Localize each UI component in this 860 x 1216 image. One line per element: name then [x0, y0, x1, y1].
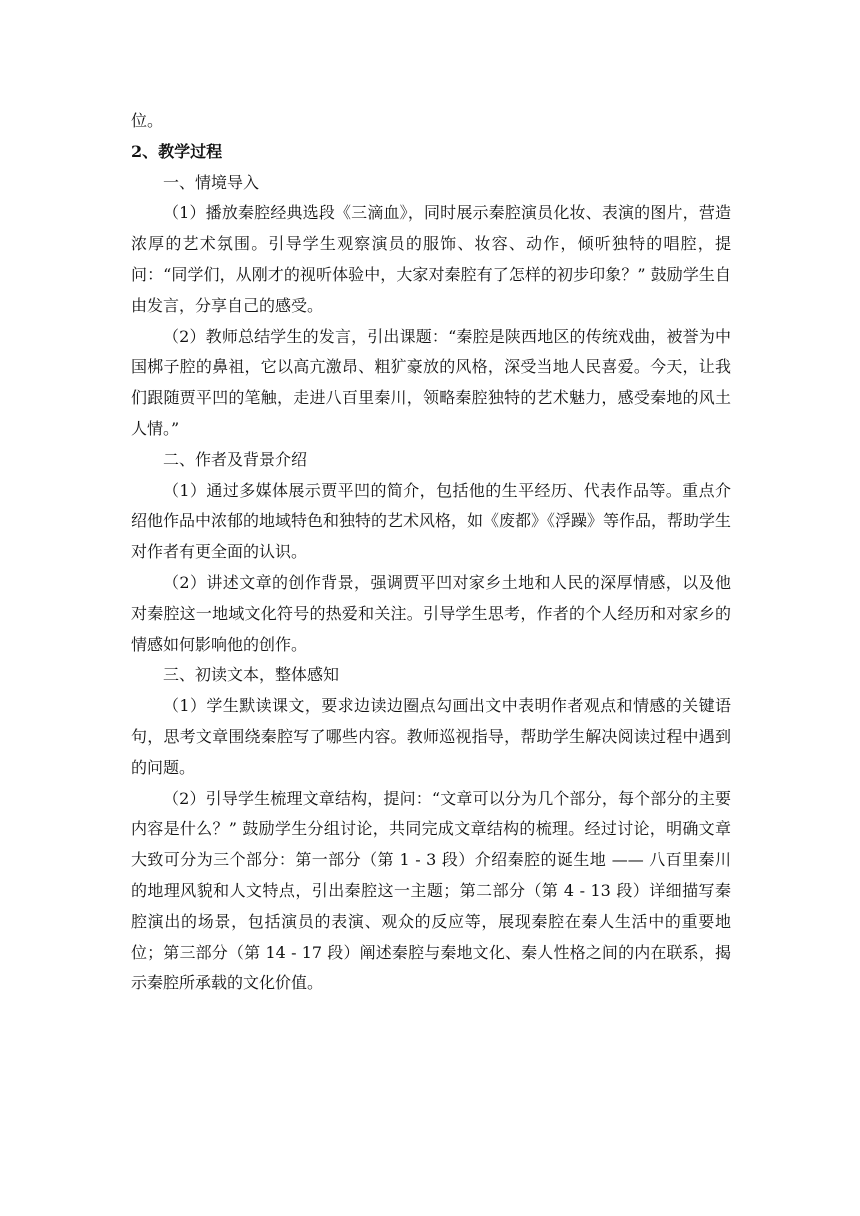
paragraph: （2）讲述文章的创作背景，强调贾平凹对家乡土地和人民的深厚情感，以及他对秦腔这一地域文化符号的热爱和关注。引导学生思考，作者的个人经历和对家乡的情感如何影响他的创作。 [131, 572, 731, 654]
section-heading-teaching-process: 2、教学过程 [131, 141, 223, 161]
subheading-author-background: 二、作者及背景介绍 [163, 449, 308, 469]
subheading-situation-intro: 一、情境导入 [163, 172, 260, 192]
paragraph: （1）播放秦腔经典选段《三滴血》，同时展示秦腔演员化妆、表演的图片，营造浓厚的艺术氛围。引导学生观察演员的服饰、妆容、动作，倾听独特的唱腔，提问：“同学们，从刚才的视听体验中，大家对秦腔有了怎样的初步印象？” 鼓励学生自由发言，分享自己的感受。 [131, 203, 731, 315]
paragraph: （2）引导学生梳理文章结构，提问：“文章可以分为几个部分，每个部分的主要内容是什么？” 鼓励学生分组讨论，共同完成文章结构的梳理。经过讨论，明确文章大致可分为三个部分：第一部分（第 1 - 3 段）介绍秦腔的诞生地 —— 八百里秦川的地理风貌和人文特点，引出秦腔这一主题；第二部分（第 4 - 13 段）详细描写秦腔演出的场景，包括演员的表演、观众的反应等，展现秦腔在秦人生活中的重要地位；第三部分（第 14 - 17 段）阐述秦腔与秦地文化、秦人性格之间的内在联系，揭示秦腔所承载的文化价值。 [131, 788, 731, 993]
document-body [131, 106, 731, 999]
paragraph-continuation: 位。 [131, 111, 164, 130]
paragraph: （1）学生默读课文，要求边读边圈点勾画出文中表明作者观点和情感的关键语句，思考文章围绕秦腔写了哪些内容。教师巡视指导，帮助学生解决阅读过程中遇到的问题。 [131, 696, 731, 777]
paragraph: （1）通过多媒体展示贾平凹的简介，包括他的生平经历、代表作品等。重点介绍他作品中浓郁的地域特色和独特的艺术风格，如《废都》《浮躁》等作品，帮助学生对作者有更全面的认识。 [131, 480, 732, 562]
subheading-first-reading: 三、初读文本，整体感知 [163, 665, 340, 685]
paragraph: （2）教师总结学生的发言，引出课题：“秦腔是陕西地区的传统戏曲，被誉为中国梆子腔的鼻祖，它以高亢激昂、粗犷豪放的风格，深受当地人民喜爱。今天，让我们跟随贾平凹的笔触，走进八百里秦川，领略秦腔独特的艺术魅力，感受秦地的风土人情。” [131, 326, 731, 438]
